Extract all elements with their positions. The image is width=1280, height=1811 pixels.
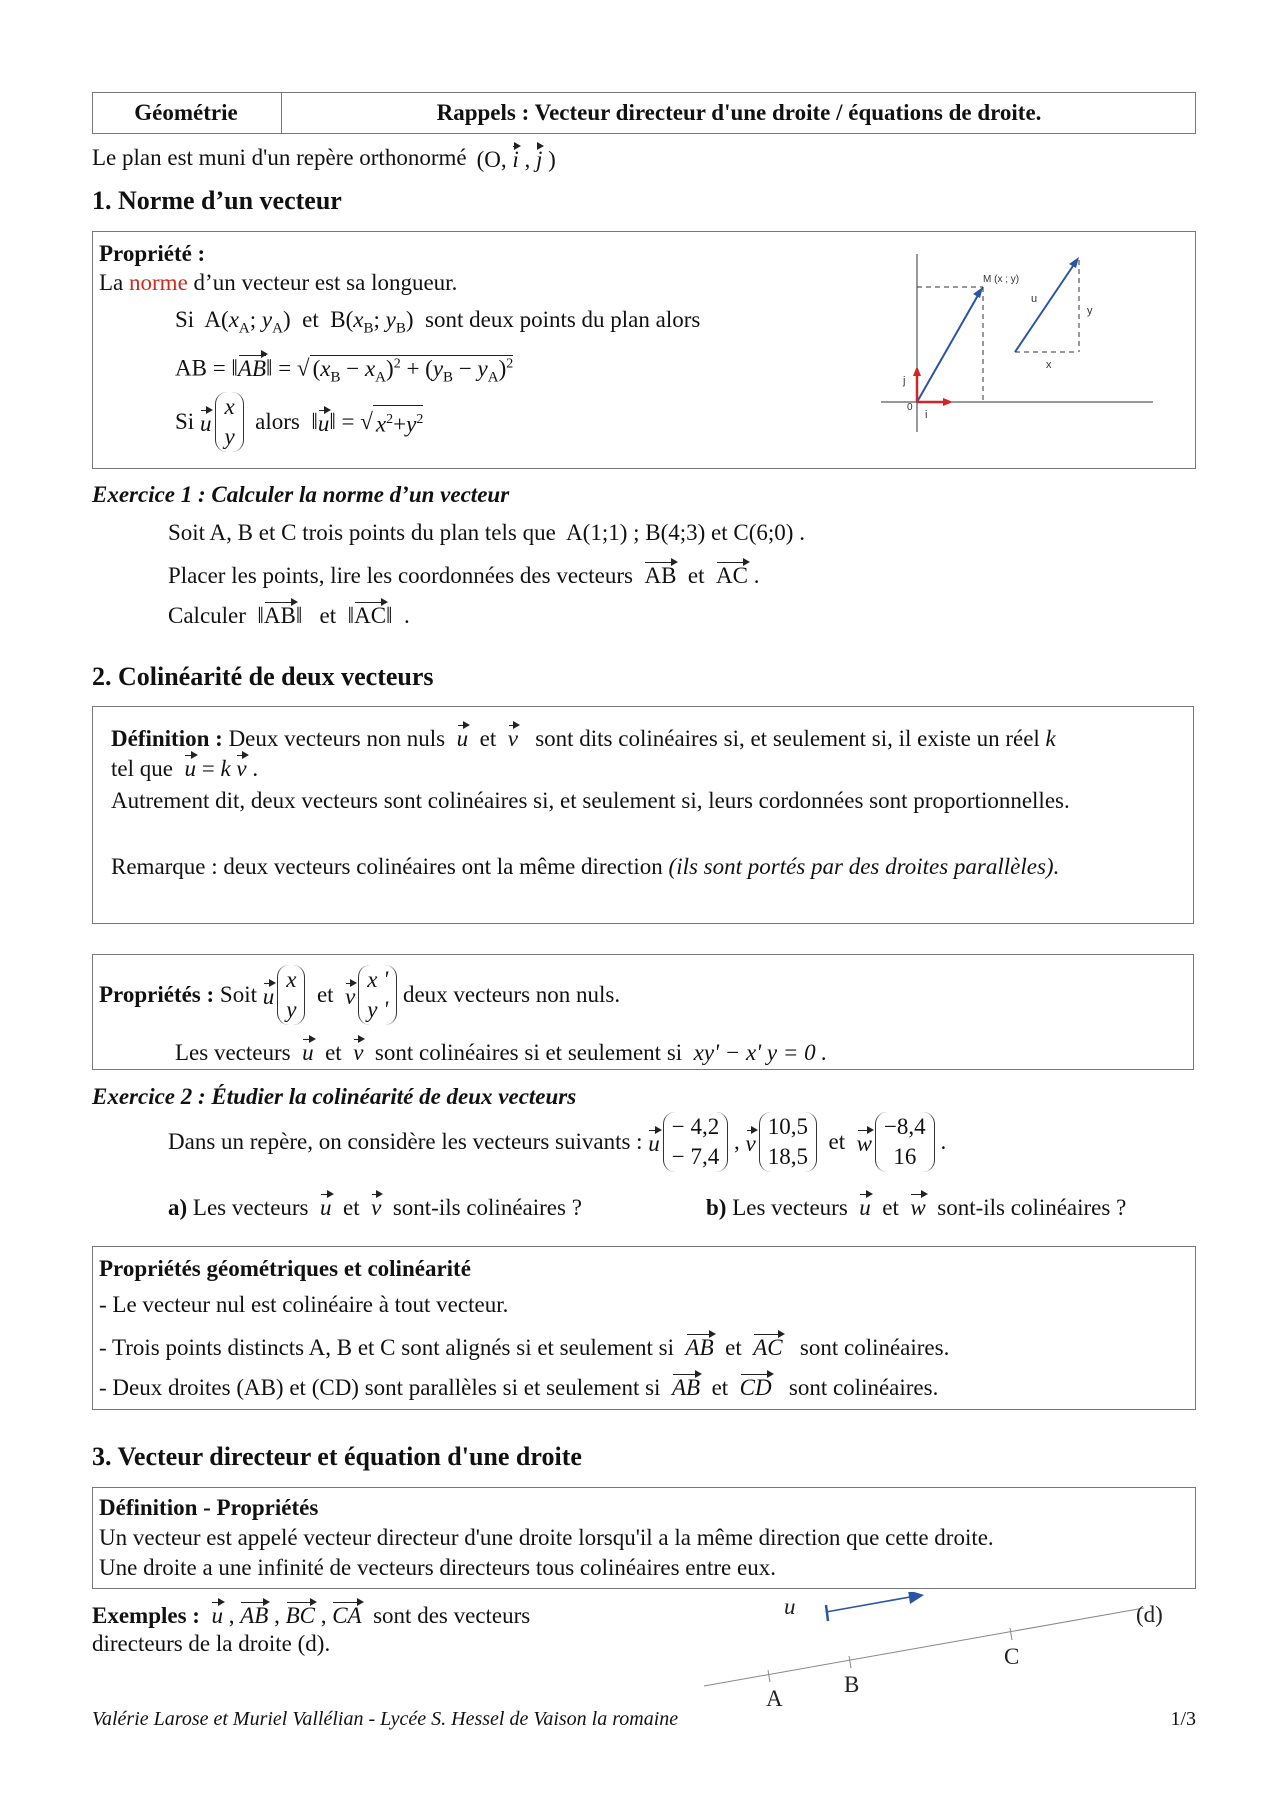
norm-formula: Si u x y alors ‖ u ‖ = √ $x^2+y^2$	[175, 392, 423, 452]
examples-line2: directeurs de la droite (d).	[92, 1631, 331, 1656]
frame-notation: (O, i , j )	[477, 142, 556, 174]
vector-u-tick	[826, 1605, 828, 1621]
tick-c	[1010, 1628, 1012, 1640]
u-label: u	[1031, 293, 1038, 305]
j-label: j	[903, 375, 906, 387]
definition-p2: Autrement dit, deux vecteurs sont colinéaires si, et seulement si, leurs cordonnées sont proportionnelles.	[111, 788, 1070, 813]
section-1-title: 1. Norme d’un vecteur	[92, 186, 342, 215]
u-label-fig: u	[784, 1594, 796, 1619]
definition-box-colinear	[92, 706, 1194, 924]
definition-box-direction	[92, 1487, 1196, 1589]
properties-line2: Les vecteurs u et v sont colinéaires si et seulement si xy' − x' y = 0 .	[175, 1035, 827, 1067]
m-label: M (x ; y)	[983, 274, 1020, 285]
direction-def-line2: Une droite a une infinité de vecteurs directeurs tous colinéaires entre eux.	[99, 1555, 776, 1580]
tick-a	[768, 1670, 770, 1682]
d-label: (d)	[1136, 1602, 1163, 1627]
o-label: 0	[907, 402, 913, 413]
norm-figure	[881, 254, 1153, 432]
distance-formula: AB = ‖AB‖ = √ $(x_B - x_A)^2 + (y_B - y_A)^2$	[175, 350, 513, 391]
properties-line1: Propriétés : Soit u x y et v x ' y ' deux vecteurs non nuls.	[99, 965, 620, 1025]
tick-b	[849, 1656, 851, 1668]
a-label: A	[766, 1686, 783, 1711]
i-label: i	[925, 409, 928, 421]
exercise-1-line1: Soit A, B et C trois points du plan tels que A(1;1) ; B(4;3) et C(6;0) .	[168, 520, 805, 545]
remark: Remarque : deux vecteurs colinéaires ont la même direction (ils sont portés par des droites parallèles).	[111, 854, 1060, 879]
line-d-figure	[704, 1592, 1196, 1712]
x-label: x	[1046, 359, 1052, 371]
exercise-2-question-a: a) Les vecteurs u et v sont-ils colinéaires ?	[168, 1190, 582, 1222]
header-title: Rappels : Vecteur directeur d'une droite / équations de droite.	[436, 100, 1042, 125]
property-box-norm	[92, 231, 1196, 469]
exercise-2-question-b: b) Les vecteurs u et w sont-ils colinéaires ?	[706, 1190, 1126, 1222]
definition-line1: Définition : Deux vecteurs non nuls u et v sont dits colinéaires si, et seulement si, il existe un réel k	[111, 721, 1175, 753]
geometric-property-2: - Trois points distincts A, B et C sont alignés si et seulement si AB et AC sont colinéaires.	[99, 1330, 949, 1362]
direction-def-line1: Un vecteur est appelé vecteur directeur d'une droite lorsqu'il a la même direction que cette droite.	[99, 1525, 994, 1550]
exercise-1-line2: Placer les points, lire les coordonnées des vecteurs AB et AC .	[168, 558, 759, 590]
exercise-2-intro: Dans un repère, on considère les vecteurs suivants : u − 4,2 − 7,4 , v 10,5 18,5 et w −8,4 16 .	[168, 1112, 946, 1172]
footer-page: 1/3	[1170, 1708, 1196, 1730]
points-coords: A(1;1) ; B(4;3) et C(6;0) .	[566, 520, 805, 545]
geometric-property-1: - Le vecteur nul est colinéaire à tout vecteur.	[99, 1292, 509, 1317]
footer-authors: Valérie Larose et Muriel Vallélian - Lycée S. Hessel de Vaison la romaine	[92, 1708, 679, 1730]
intro-text: Le plan est muni d'un repère orthonormé	[92, 145, 467, 170]
vector-u-direction	[826, 1597, 910, 1612]
definition-line2: tel que u = k v .	[111, 751, 258, 783]
property-title: Propriété :	[99, 241, 206, 266]
vector-om-head	[973, 287, 983, 298]
section-3-title: 3. Vecteur directeur et équation d'une droite	[92, 1442, 582, 1471]
geometric-properties-title: Propriétés géométriques et colinéarité	[99, 1256, 471, 1281]
examples-line1: Exemples : u , AB , BC , CA sont des vecteurs	[92, 1598, 530, 1630]
vector-u	[1015, 260, 1077, 352]
geometric-properties-box	[92, 1246, 1196, 1410]
exercise-1-title: Exercice 1 : Calculer la norme d’un vecteur	[92, 482, 510, 507]
b-label: B	[844, 1672, 860, 1697]
norm-definition: La norme d’un vecteur est sa longueur.	[99, 270, 458, 295]
exercise-1-line3: Calculer ‖AB‖ et ‖AC‖ .	[168, 598, 410, 630]
geometric-property-3: - Deux droites (AB) et (CD) sont parallèles si et seulement si AB et CD sont colinéaires.	[99, 1370, 938, 1402]
header-table	[92, 92, 1196, 134]
norm-word: norme	[129, 270, 188, 295]
properties-box-colinear	[92, 954, 1194, 1070]
y-label: y	[1087, 305, 1093, 317]
direction-def-title: Définition - Propriétés	[99, 1495, 319, 1520]
exercise-2-title: Exercice 2 : Étudier la colinéarité de deux vecteurs	[92, 1084, 577, 1109]
c-label: C	[1004, 1644, 1020, 1669]
unit-vector-j-head	[913, 366, 921, 376]
header-subject: Géométrie	[134, 100, 238, 125]
line-d	[704, 1608, 1144, 1686]
intro-line	[92, 142, 556, 174]
vector-u-direction-head	[908, 1592, 924, 1604]
unit-vector-i-head	[943, 398, 953, 406]
section-2-title: 2. Colinéarité de deux vecteurs	[92, 662, 434, 691]
vector-om	[917, 290, 981, 402]
vector-u-head	[1069, 257, 1079, 268]
points-line: Si $A(x_A$; $y_A$) et $B(x_B$; $y_B$) sont deux points du plan alors	[175, 307, 701, 337]
